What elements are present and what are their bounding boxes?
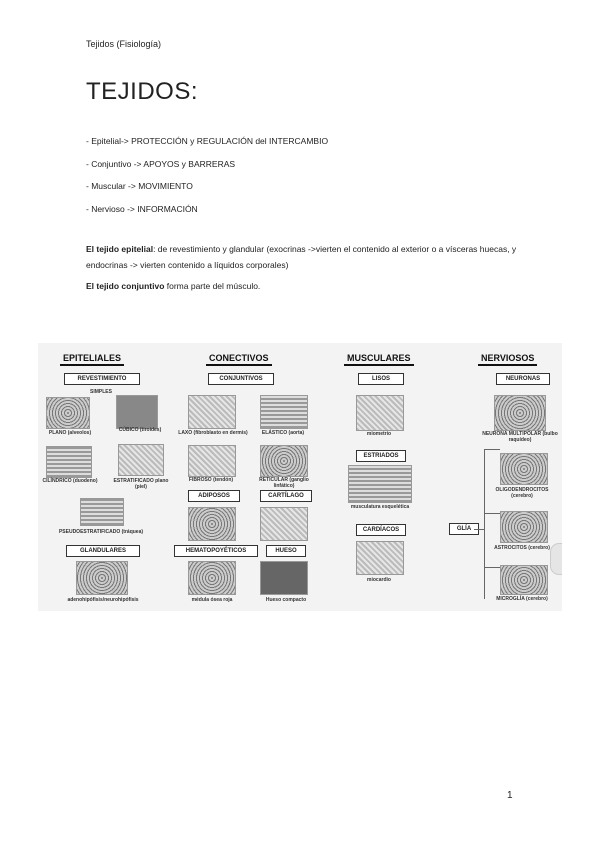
list-item: - Conjuntivo -> APOYOS y BARRERAS (86, 158, 236, 169)
list-item: - Nervioso -> INFORMACIÓN (86, 203, 198, 214)
category-nerviosos: NERVIOSOS (478, 352, 537, 366)
tissue-image (356, 395, 404, 431)
box-neuronas: NEURONAS (496, 373, 550, 385)
tissue-image (76, 561, 128, 595)
tissue-image (356, 541, 404, 575)
box-cardiacos: CARDÍACOS (356, 524, 406, 536)
caption-simples: SIMPLES (90, 389, 112, 395)
paragraph-text: : de revestimiento y glandular (exocrinas ->vierten el contenido al exterior o a vísceras huecas, y endocrinas -> vierten contenido a líquidos corporales) (86, 244, 517, 270)
category-musculares: MUSCULARES (344, 352, 414, 366)
tissue-image (500, 565, 548, 595)
tissue-list (86, 130, 328, 220)
connector-line (484, 449, 485, 599)
tissue-image (188, 445, 236, 477)
page-number: 1 (507, 790, 513, 801)
paragraph-bold: El tejido conjuntivo (86, 281, 165, 291)
tissue-image (188, 507, 236, 541)
paragraph-conjuntivo (86, 279, 526, 295)
box-glandulares: GLANDULARES (66, 545, 140, 557)
tissue-image (46, 446, 92, 478)
caption-cubico: CÚBICO (tiroides) (118, 427, 162, 433)
connector-line (484, 567, 500, 568)
tissue-image (116, 395, 158, 429)
caption-cilindrico: CILÍNDRICO (duodeno) (42, 478, 98, 484)
box-cartilago: CARTÍLAGO (260, 490, 312, 502)
caption-micro: MICROGLÍA (cerebro) (496, 596, 548, 602)
tissue-image (348, 465, 412, 503)
box-conjuntivos: CONJUNTIVOS (208, 373, 274, 385)
page-title: TEJIDOS: (86, 78, 199, 105)
tissue-diagram (38, 343, 562, 611)
list-item: - Muscular -> MOVIMIENTO (86, 181, 193, 191)
caption-miocardio: miocardio (367, 577, 391, 583)
tissue-image (500, 453, 548, 485)
caption-oligo: OLIGODENDROCITOS (cerebro) (495, 487, 549, 499)
caption-compacto: Hueso compacto (265, 597, 307, 603)
tissue-image (118, 444, 164, 476)
connector-line (474, 529, 484, 530)
caption-reticular: RETICULAR (ganglio linfático) (259, 477, 309, 489)
paragraph-bold: El tejido epitelial (86, 244, 154, 254)
tissue-image (494, 395, 546, 431)
caption-adeno: adenohipófisis/neurohipófisis (67, 597, 139, 603)
box-lisos: LISOS (358, 373, 404, 385)
caption-multipolar: NEURONA MULTIPOLAR (bulbo raquídeo) (482, 431, 558, 443)
category-epiteliales: EPITELIALES (60, 352, 124, 366)
box-adiposos: ADIPOSOS (188, 490, 240, 502)
caption-plano: PLANO (alveolos) (48, 430, 92, 436)
caption-estratificado: ESTRATIFICADO plano (piel) (113, 478, 169, 490)
caption-pseudo: PSEUDOESTRATIFICADO (tráquea) (58, 529, 144, 535)
category-conectivos: CONECTIVOS (206, 352, 272, 366)
tissue-image (260, 561, 308, 595)
paragraph-text: forma parte del músculo. (164, 281, 261, 291)
box-estriados: ESTRIADOS (356, 450, 406, 462)
caption-esqueletica: musculatura esquelética (350, 504, 410, 510)
tissue-image (188, 561, 236, 595)
caption-laxo: LAXO (fibroblasto en dermis) (178, 430, 248, 436)
caption-miometrio: miometrio (366, 431, 392, 437)
caption-fibroso: FIBROSO (tendón) (188, 477, 234, 483)
tissue-image (260, 395, 308, 429)
tissue-image (188, 395, 236, 429)
paragraph-epitelial (86, 242, 526, 273)
connector-line (484, 449, 500, 450)
caption-elastico: ELÁSTICO (aorta) (261, 430, 305, 436)
tissue-image (80, 498, 124, 526)
box-glia: GLÍA (449, 523, 479, 535)
box-hematopoyeticos: HEMATOPOYÉTICOS (174, 545, 258, 557)
tissue-image (260, 445, 308, 477)
list-item: - Epitelial-> PROTECCIÓN y REGULACIÓN del INTERCAMBIO (86, 136, 329, 146)
box-revestimiento: REVESTIMIENTO (64, 373, 140, 385)
box-hueso: HUESO (266, 545, 306, 557)
tissue-image (260, 507, 308, 541)
tissue-image (500, 511, 548, 543)
scroll-handle[interactable] (550, 543, 562, 575)
tissue-image (46, 397, 90, 429)
document-header: Tejidos (Fisiología) (86, 39, 162, 49)
caption-astro: ASTROCITOS (cerebro) (494, 545, 550, 551)
connector-line (484, 513, 500, 514)
caption-medula: médula ósea roja (191, 597, 233, 603)
